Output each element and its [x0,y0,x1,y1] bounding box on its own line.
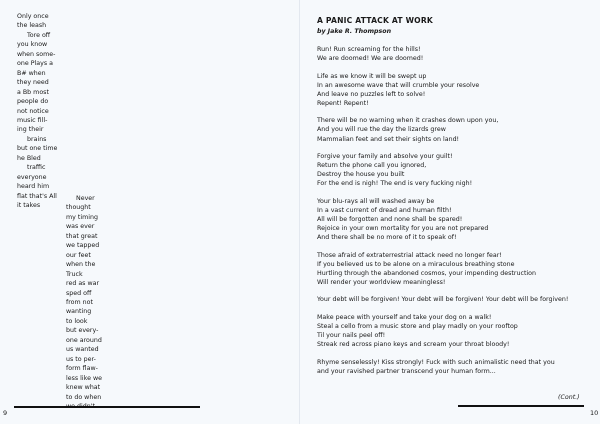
poem-line: Tore off [27,31,51,39]
poem-line: one Plays a [17,60,53,68]
poem-line: Those afraid of extraterrestrial attack need no longer fear! [317,251,502,259]
poem-line: my timing [66,213,98,221]
poem-line: one around [66,336,102,344]
poem-line: Til your nails peel off! [317,332,386,340]
poem-line: we tapped [66,242,100,250]
poem-line: less like we [66,374,103,382]
stanza [317,251,597,287]
page-gutter [299,0,300,424]
poem-line: And leave no puzzles left to solve! [317,90,426,98]
poem-line: Destroy the house you built [317,171,405,179]
poem-line: when some- [17,50,56,58]
poem-line: from not [66,298,93,306]
poem-line: And you will rue the day the lizards grew [317,126,446,134]
poem-line: For the end is nigh! The end is very fucking nigh! [317,180,473,188]
poem-line: Make peace with yourself and take your dog on a walk! [317,313,492,321]
poem-column-2 [66,194,102,411]
right-footer-rule [458,405,584,407]
stanza [317,313,597,349]
poem-line: There will be no warning when it crashes down upon you, [317,117,499,125]
poem-line: Never [76,195,95,202]
poem-line: Life as we know it will be swept up [317,72,427,80]
poem-line: Return the phone call you ignored, [317,162,427,170]
poem-line: us to per- [66,355,96,363]
stanza [317,358,597,376]
poem-line: red as war [66,280,100,288]
poem-title: A PANIC ATTACK AT WORK [317,16,433,25]
poem-line: not notice [17,107,49,115]
poem-line: brains [27,135,47,143]
poem-line: Forgive your family and absolve your guilt! [317,153,453,161]
poem-line: All will be forgotten and none shall be spared! [317,215,463,223]
poem-line: Truck [66,270,83,278]
poem-line: the leash [17,22,47,30]
poem-line: Rhyme senselessly! Kiss strongly! Fuck with such animalistic need that you [317,358,555,366]
poem-line: Rejoice in your own mortality for you are not prepared [317,225,489,233]
poem-line: traffic [27,164,46,172]
poem-line: And there shall be no more of it to speak of! [317,234,457,242]
left-footer-rule [14,406,200,408]
poem-line: Repent! Repent! [317,99,369,107]
page-number-right: 10 [590,409,599,417]
poem-line: Steal a cello from a music store and play madly on your rooftop [317,322,518,330]
poem-line: Run! Run screaming for the hills! [317,46,421,53]
poem-line: Streak red across piano keys and scream your throat bloody! [317,341,510,349]
poem-line: We are doomed! We are doomed! [317,55,424,63]
poem-line: that great [66,232,98,240]
poem-column-1 [17,12,57,211]
poem-line: they need [17,79,49,87]
poem-line: Only once [17,13,49,20]
stanza [317,72,597,108]
poem-line: In an awesome wave that will crumble your resolve [317,81,480,89]
poem-line: Hurtling through the abandoned cosmos, your impending destruction [317,269,537,277]
poem-line: Will render your worldview meaningless! [317,278,446,286]
poem-line: a Bb most [17,88,49,96]
poem-line: when the [66,261,96,269]
poem-line: wanting [66,308,92,316]
poem-line: it takes [17,202,41,210]
poem-line: and your ravished partner transcend your human form... [317,367,496,375]
poem-line: music fill- [17,116,48,124]
stanza [317,116,597,143]
poem-line: sped off [66,289,92,297]
poem-line: ing their [17,126,44,134]
poem-line: our feet [66,251,91,259]
poem-line: flat that's All [17,192,57,200]
poem-author: by Jake R. Thompson [317,28,392,35]
poem-line: but one time [17,145,58,153]
stanza [317,295,597,304]
poem-line: you know [17,41,48,49]
stanza [317,45,597,63]
poem-line: heard him [17,183,50,191]
page-number-left: 9 [3,409,8,417]
poem-body [317,45,597,384]
poem-line: but every- [66,327,99,335]
stanza [317,152,597,188]
poem-line: people do [17,98,49,106]
stanza [317,197,597,242]
poem-line: form flaw- [66,365,98,373]
poem-line: us wanted [66,346,99,354]
poem-line: In a vast current of dread and human filth! [317,206,452,214]
poem-line: thought [66,204,91,212]
poem-line: Your blu-rays all will washed away be [317,197,435,205]
poem-line: knew what [66,384,101,392]
poem-line: to look [66,317,88,325]
continued-label: (Cont.) [558,394,580,401]
poem-line: If you believed us to be alone on a miraculous breathing stone [317,260,515,268]
poem-line: he Bled [17,154,41,162]
poem-line: everyone [17,173,47,181]
poem-line: Mammalian feet and set their sights on land! [317,135,460,143]
poem-line: was ever [66,223,95,231]
poem-line: B# when [17,69,46,77]
poem-line: to do when [66,393,102,401]
poem-line: Your debt will be forgiven! Your debt will be forgiven! Your debt will be forgiven! [317,296,569,304]
